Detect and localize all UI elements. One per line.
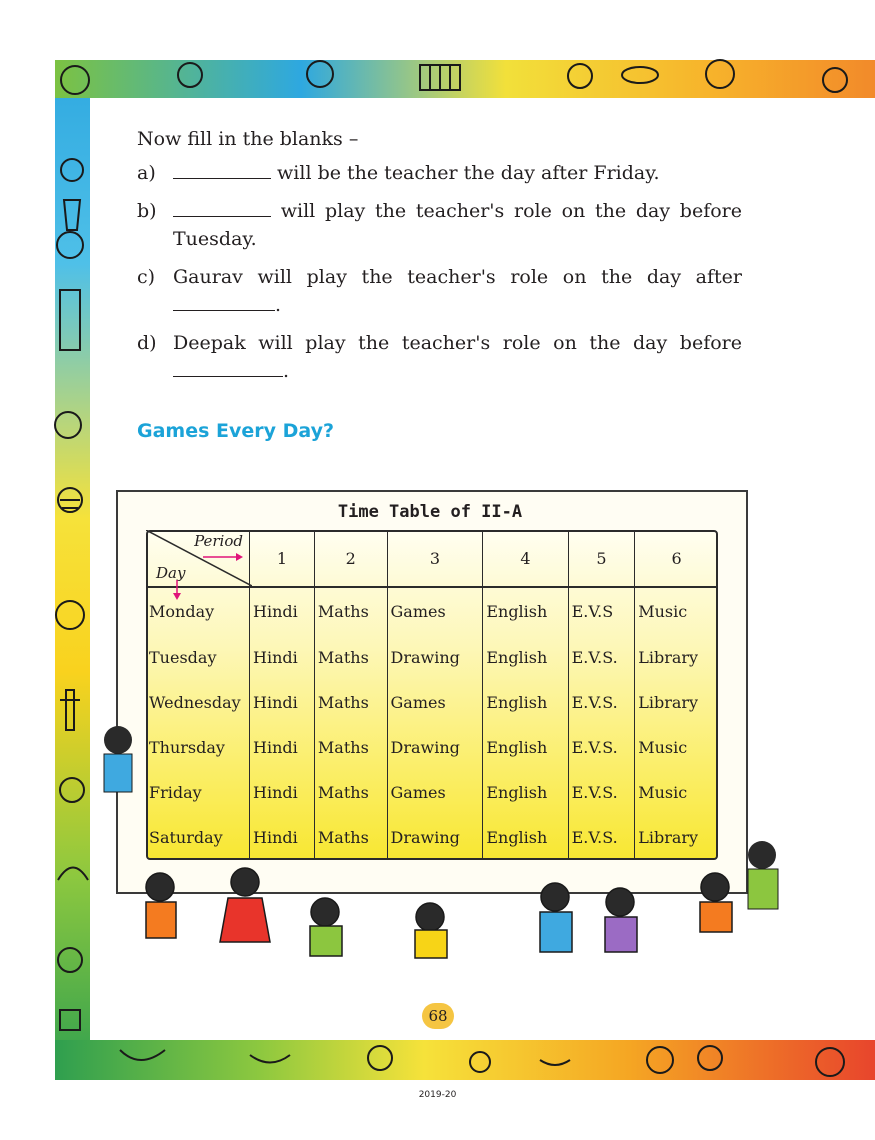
subject-cell: E.V.S. <box>568 634 635 679</box>
subject-cell: English <box>483 634 568 679</box>
table-row <box>146 770 718 815</box>
subject-cell: Library <box>635 680 718 725</box>
day-cell: Thursday <box>149 737 225 757</box>
subject-cell: Drawing <box>387 815 483 860</box>
subject-cell: Drawing <box>387 725 483 770</box>
day-cell: Monday <box>146 587 250 634</box>
subject-cell: Library <box>635 815 718 860</box>
timetable-corner-cell <box>146 530 250 587</box>
subject-cell: Hindi <box>250 725 315 770</box>
fill-in-blanks-exercise <box>137 125 742 395</box>
child-left-illustration <box>100 720 140 800</box>
table-row <box>146 815 718 860</box>
subject-cell: Hindi <box>250 680 315 725</box>
question-text: Gaurav will play the teacher's role on the day after . <box>173 266 742 316</box>
subject-cell: Games <box>387 587 483 634</box>
subject-cell: Music <box>635 587 718 634</box>
subject-cell: English <box>483 770 568 815</box>
table-row <box>146 680 718 725</box>
subject-cell: Maths <box>314 770 387 815</box>
subject-cell: E.V.S. <box>568 725 635 770</box>
timetable-board <box>110 462 785 962</box>
arrow-down-icon <box>172 580 182 600</box>
subject-cell: English <box>483 587 568 634</box>
timetable-header-row <box>146 530 718 587</box>
question-d <box>137 329 742 385</box>
corner-day-label: Day <box>156 564 186 582</box>
question-a <box>137 159 742 187</box>
arrow-right-icon <box>203 552 243 562</box>
section-heading: Games Every Day? <box>137 420 335 442</box>
answer-blank[interactable] <box>173 198 271 217</box>
subject-cell: Library <box>635 634 718 679</box>
day-cell: Friday <box>149 782 202 802</box>
page-number: 68 <box>422 1003 454 1029</box>
subject-cell: Games <box>387 770 483 815</box>
period-header: 4 <box>483 530 568 587</box>
day-cell: Saturday <box>149 827 223 847</box>
subject-cell: Maths <box>314 634 387 679</box>
period-header: 3 <box>387 530 483 587</box>
subject-cell: English <box>483 680 568 725</box>
subject-cell: English <box>483 815 568 860</box>
subject-cell: Hindi <box>250 815 315 860</box>
question-text: will be the teacher the day after Friday. <box>173 159 742 187</box>
table-row <box>146 725 718 770</box>
footer-year: 2019-20 <box>418 1090 457 1100</box>
answer-blank[interactable] <box>173 358 283 377</box>
answer-blank[interactable] <box>173 292 275 311</box>
answer-blank[interactable] <box>173 160 271 179</box>
subject-cell: Hindi <box>250 770 315 815</box>
exercise-intro: Now fill in the blanks – <box>137 128 359 150</box>
subject-cell: Maths <box>314 680 387 725</box>
subject-cell: E.V.S <box>568 587 635 634</box>
question-text: Deepak will play the teacher's role on the day before . <box>173 332 742 382</box>
subject-cell: Maths <box>314 587 387 634</box>
subject-cell: Music <box>635 725 718 770</box>
subject-cell: Maths <box>314 815 387 860</box>
table-row <box>146 587 718 634</box>
subject-cell: Maths <box>314 725 387 770</box>
period-header: 6 <box>635 530 718 587</box>
children-illustration <box>110 862 785 962</box>
subject-cell: Games <box>387 680 483 725</box>
timetable-table <box>146 530 718 860</box>
timetable-title: Time Table of II-A <box>337 502 523 522</box>
period-header: 2 <box>314 530 387 587</box>
subject-cell: E.V.S. <box>568 680 635 725</box>
subject-cell: Drawing <box>387 634 483 679</box>
question-text: will play the teacher's role on the day before Tuesday. <box>173 200 742 250</box>
subject-cell: E.V.S. <box>568 815 635 860</box>
corner-period-label: Period <box>194 532 243 550</box>
question-b <box>137 197 742 253</box>
subject-cell: English <box>483 725 568 770</box>
period-header: 1 <box>250 530 315 587</box>
day-cell: Wednesday <box>149 692 241 712</box>
period-header: 5 <box>568 530 635 587</box>
subject-cell: Hindi <box>250 587 315 634</box>
question-c <box>137 263 742 319</box>
question-letter: b) <box>137 200 157 222</box>
child-right-illustration <box>740 837 785 917</box>
question-letter: c) <box>137 266 156 288</box>
subject-cell: Music <box>635 770 718 815</box>
day-cell: Tuesday <box>149 647 217 667</box>
subject-cell: Hindi <box>250 634 315 679</box>
question-letter: d) <box>137 332 157 354</box>
table-row <box>146 634 718 679</box>
question-letter: a) <box>137 162 156 184</box>
subject-cell: E.V.S. <box>568 770 635 815</box>
